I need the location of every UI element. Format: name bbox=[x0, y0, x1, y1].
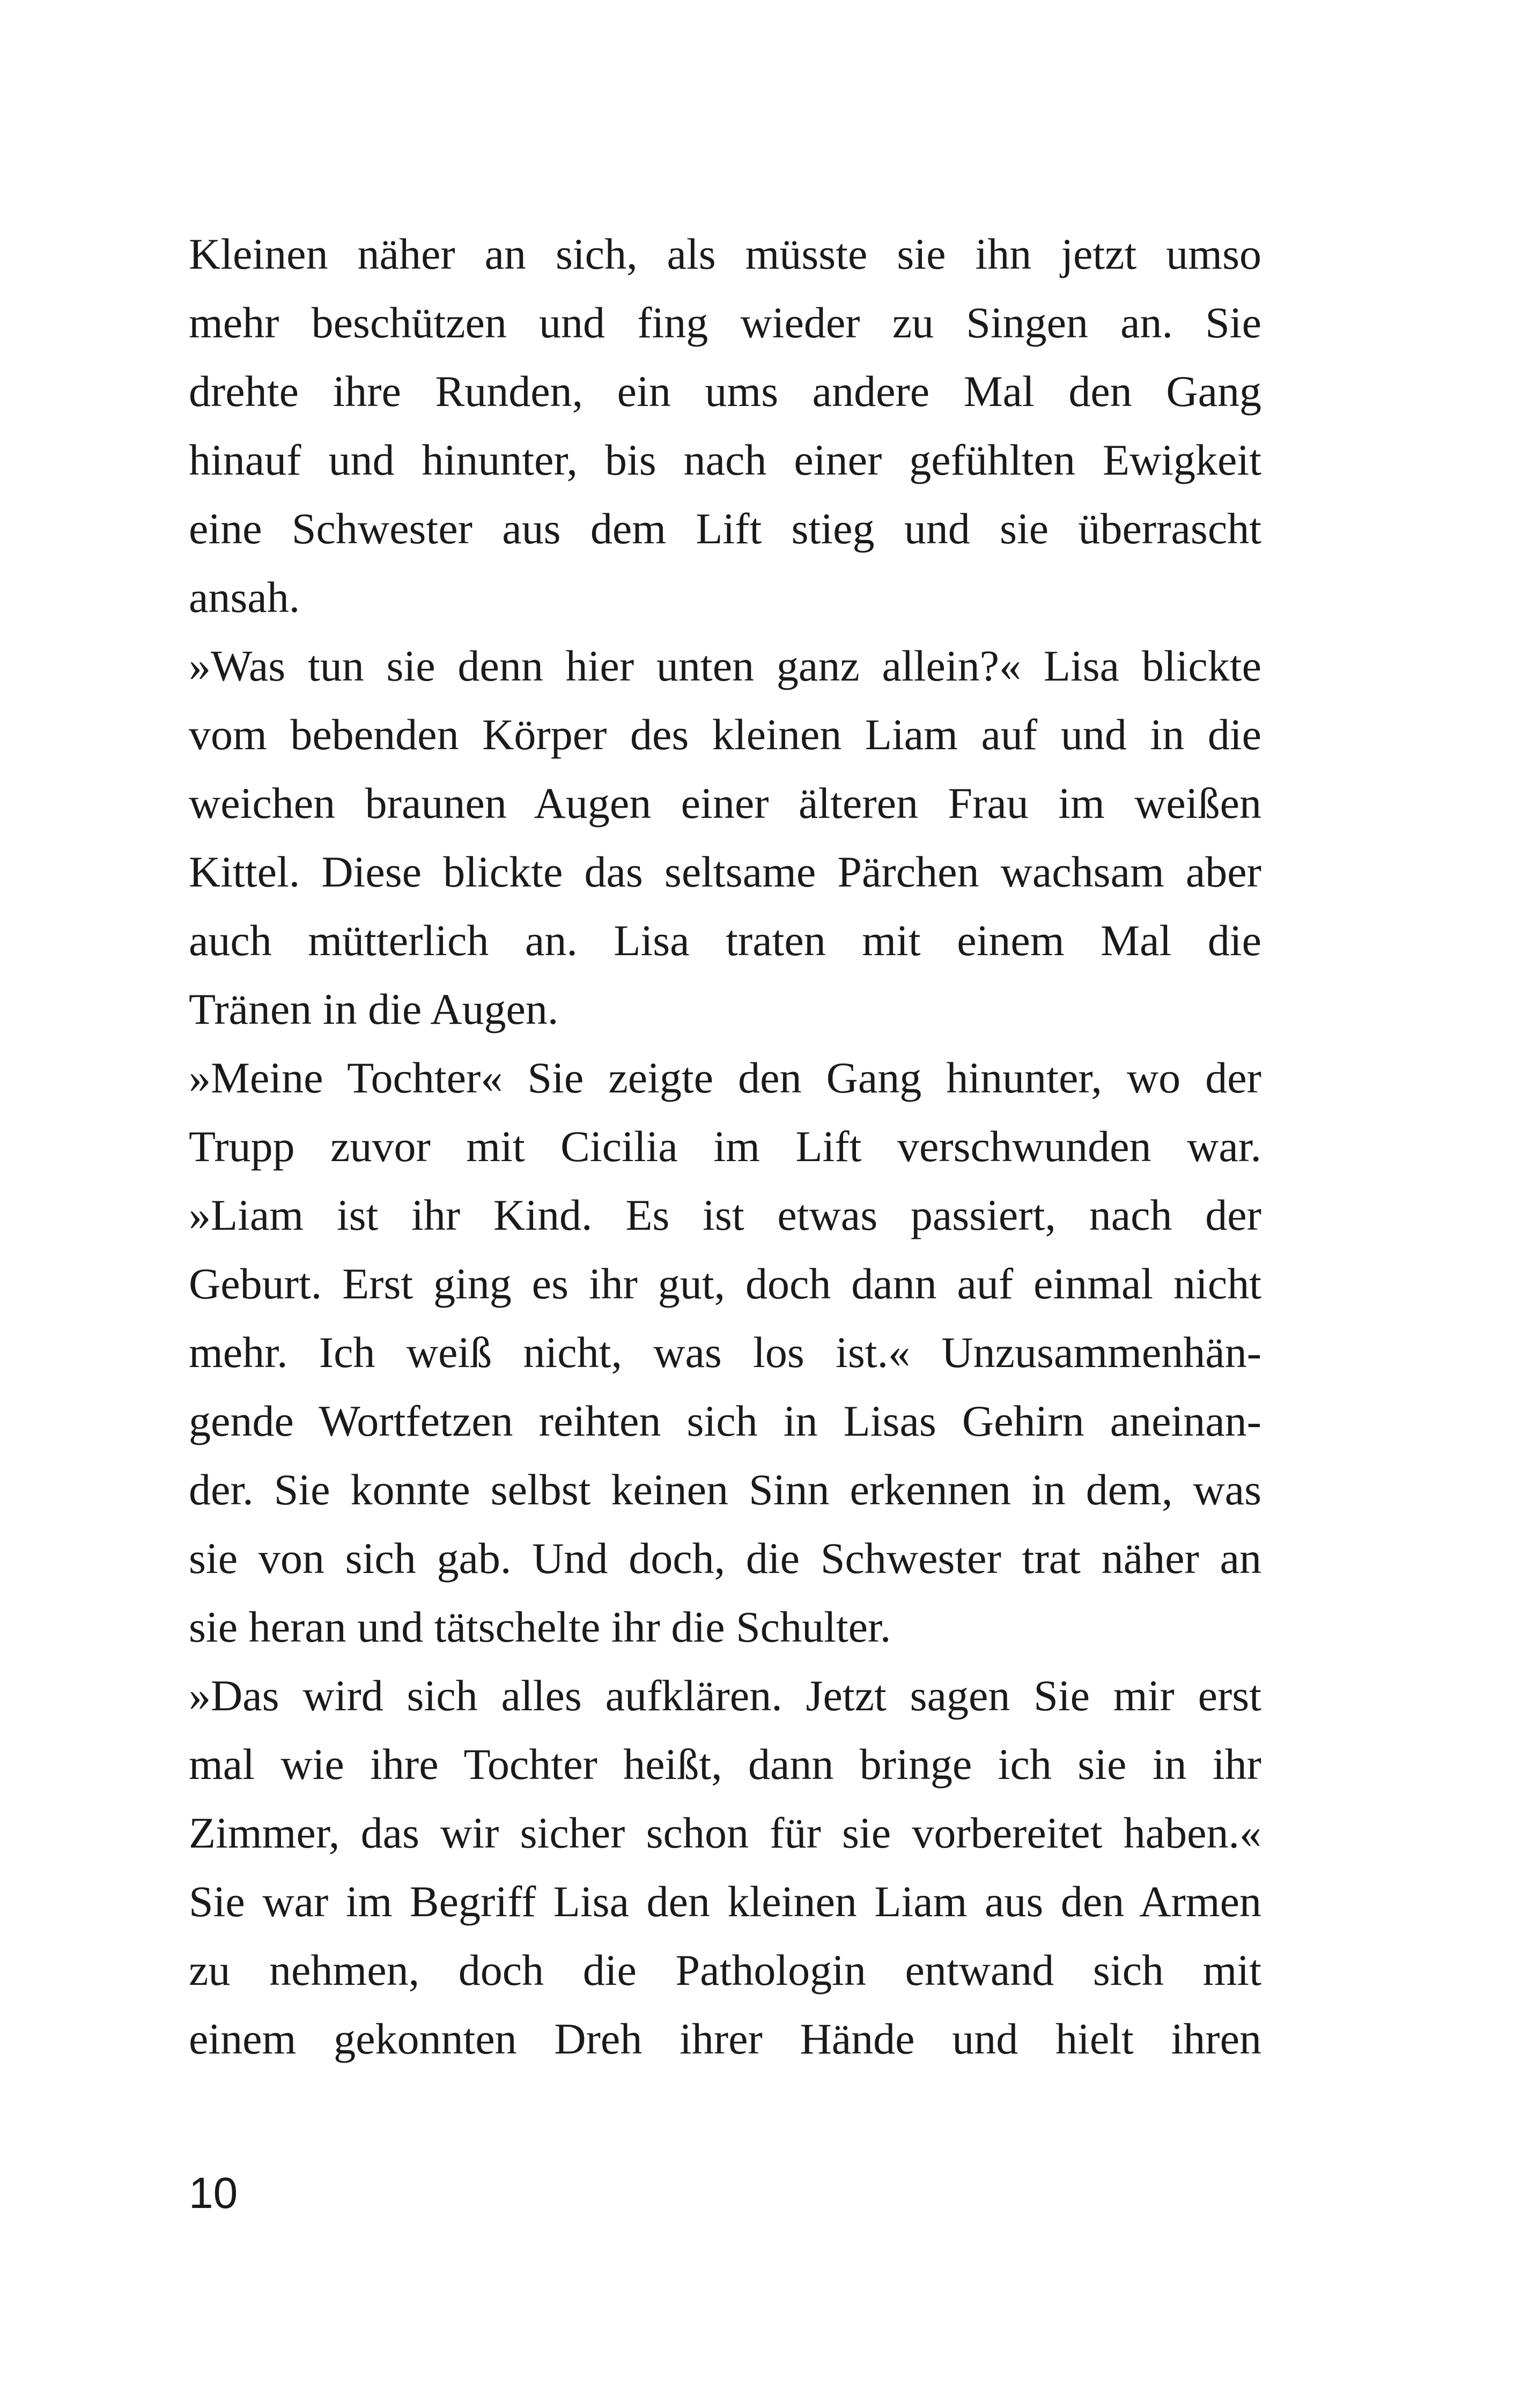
text-line: vom bebenden Körper des kleinen Liam auf und in die bbox=[189, 710, 1261, 759]
text-line: Zimmer, das wir sicher schon für sie vorbereitet haben.« bbox=[189, 1808, 1261, 1857]
text-line: Tränen in die Augen. bbox=[189, 985, 559, 1033]
text-line: »Liam ist ihr Kind. Es ist etwas passiert, nach der bbox=[189, 1191, 1261, 1239]
text-line: Kleinen näher an sich, als müsste sie ihn jetzt umso bbox=[189, 230, 1261, 278]
text-line: mal wie ihre Tochter heißt, dann bringe ich sie in ihr bbox=[189, 1740, 1261, 1789]
page-number: 10 bbox=[189, 2169, 238, 2218]
text-line: zu nehmen, doch die Pathologin entwand sich mit bbox=[189, 1946, 1261, 1995]
text-line: weichen braunen Augen einer älteren Frau im weißen bbox=[189, 779, 1261, 828]
text-line: mehr. Ich weiß nicht, was los ist.« Unzusammenhän- bbox=[189, 1328, 1261, 1377]
text-line: hinauf und hinunter, bis nach einer gefühlten Ewigkeit bbox=[189, 435, 1261, 484]
text-line: sie von sich gab. Und doch, die Schwester trat näher an bbox=[189, 1534, 1261, 1583]
text-line: sie heran und tätschelte ihr die Schulter. bbox=[189, 1602, 891, 1651]
text-line: drehte ihre Runden, ein ums andere Mal den Gang bbox=[189, 367, 1261, 416]
text-line: »Was tun sie denn hier unten ganz allein?« Lisa blickte bbox=[189, 641, 1261, 690]
text-line: Kittel. Diese blickte das seltsame Pärchen wachsam aber bbox=[189, 847, 1261, 896]
text-line: Sie war im Begriff Lisa den kleinen Liam aus den Armen bbox=[189, 1877, 1261, 1926]
body-text bbox=[189, 220, 1261, 2073]
text-line: auch mütterlich an. Lisa traten mit einem Mal die bbox=[189, 916, 1261, 965]
text-line: mehr beschützen und fing wieder zu Singen an. Sie bbox=[189, 298, 1261, 347]
text-line: »Das wird sich alles aufklären. Jetzt sagen Sie mir erst bbox=[189, 1671, 1261, 1720]
text-line: Trupp zuvor mit Cicilia im Lift verschwunden war. bbox=[189, 1122, 1261, 1171]
text-line: ansah. bbox=[189, 573, 300, 622]
text-line: »Meine Tochter« Sie zeigte den Gang hinunter, wo der bbox=[189, 1053, 1261, 1102]
text-line: einem gekonnten Dreh ihrer Hände und hielt ihren bbox=[189, 2014, 1261, 2063]
text-line: gende Wortfetzen reihten sich in Lisas Gehirn aneinan- bbox=[189, 1397, 1261, 1445]
text-line: Geburt. Erst ging es ihr gut, doch dann auf einmal nicht bbox=[189, 1259, 1261, 1308]
text-line: eine Schwester aus dem Lift stieg und sie überrascht bbox=[189, 504, 1261, 553]
text-line: der. Sie konnte selbst keinen Sinn erkennen in dem, was bbox=[189, 1465, 1261, 1514]
